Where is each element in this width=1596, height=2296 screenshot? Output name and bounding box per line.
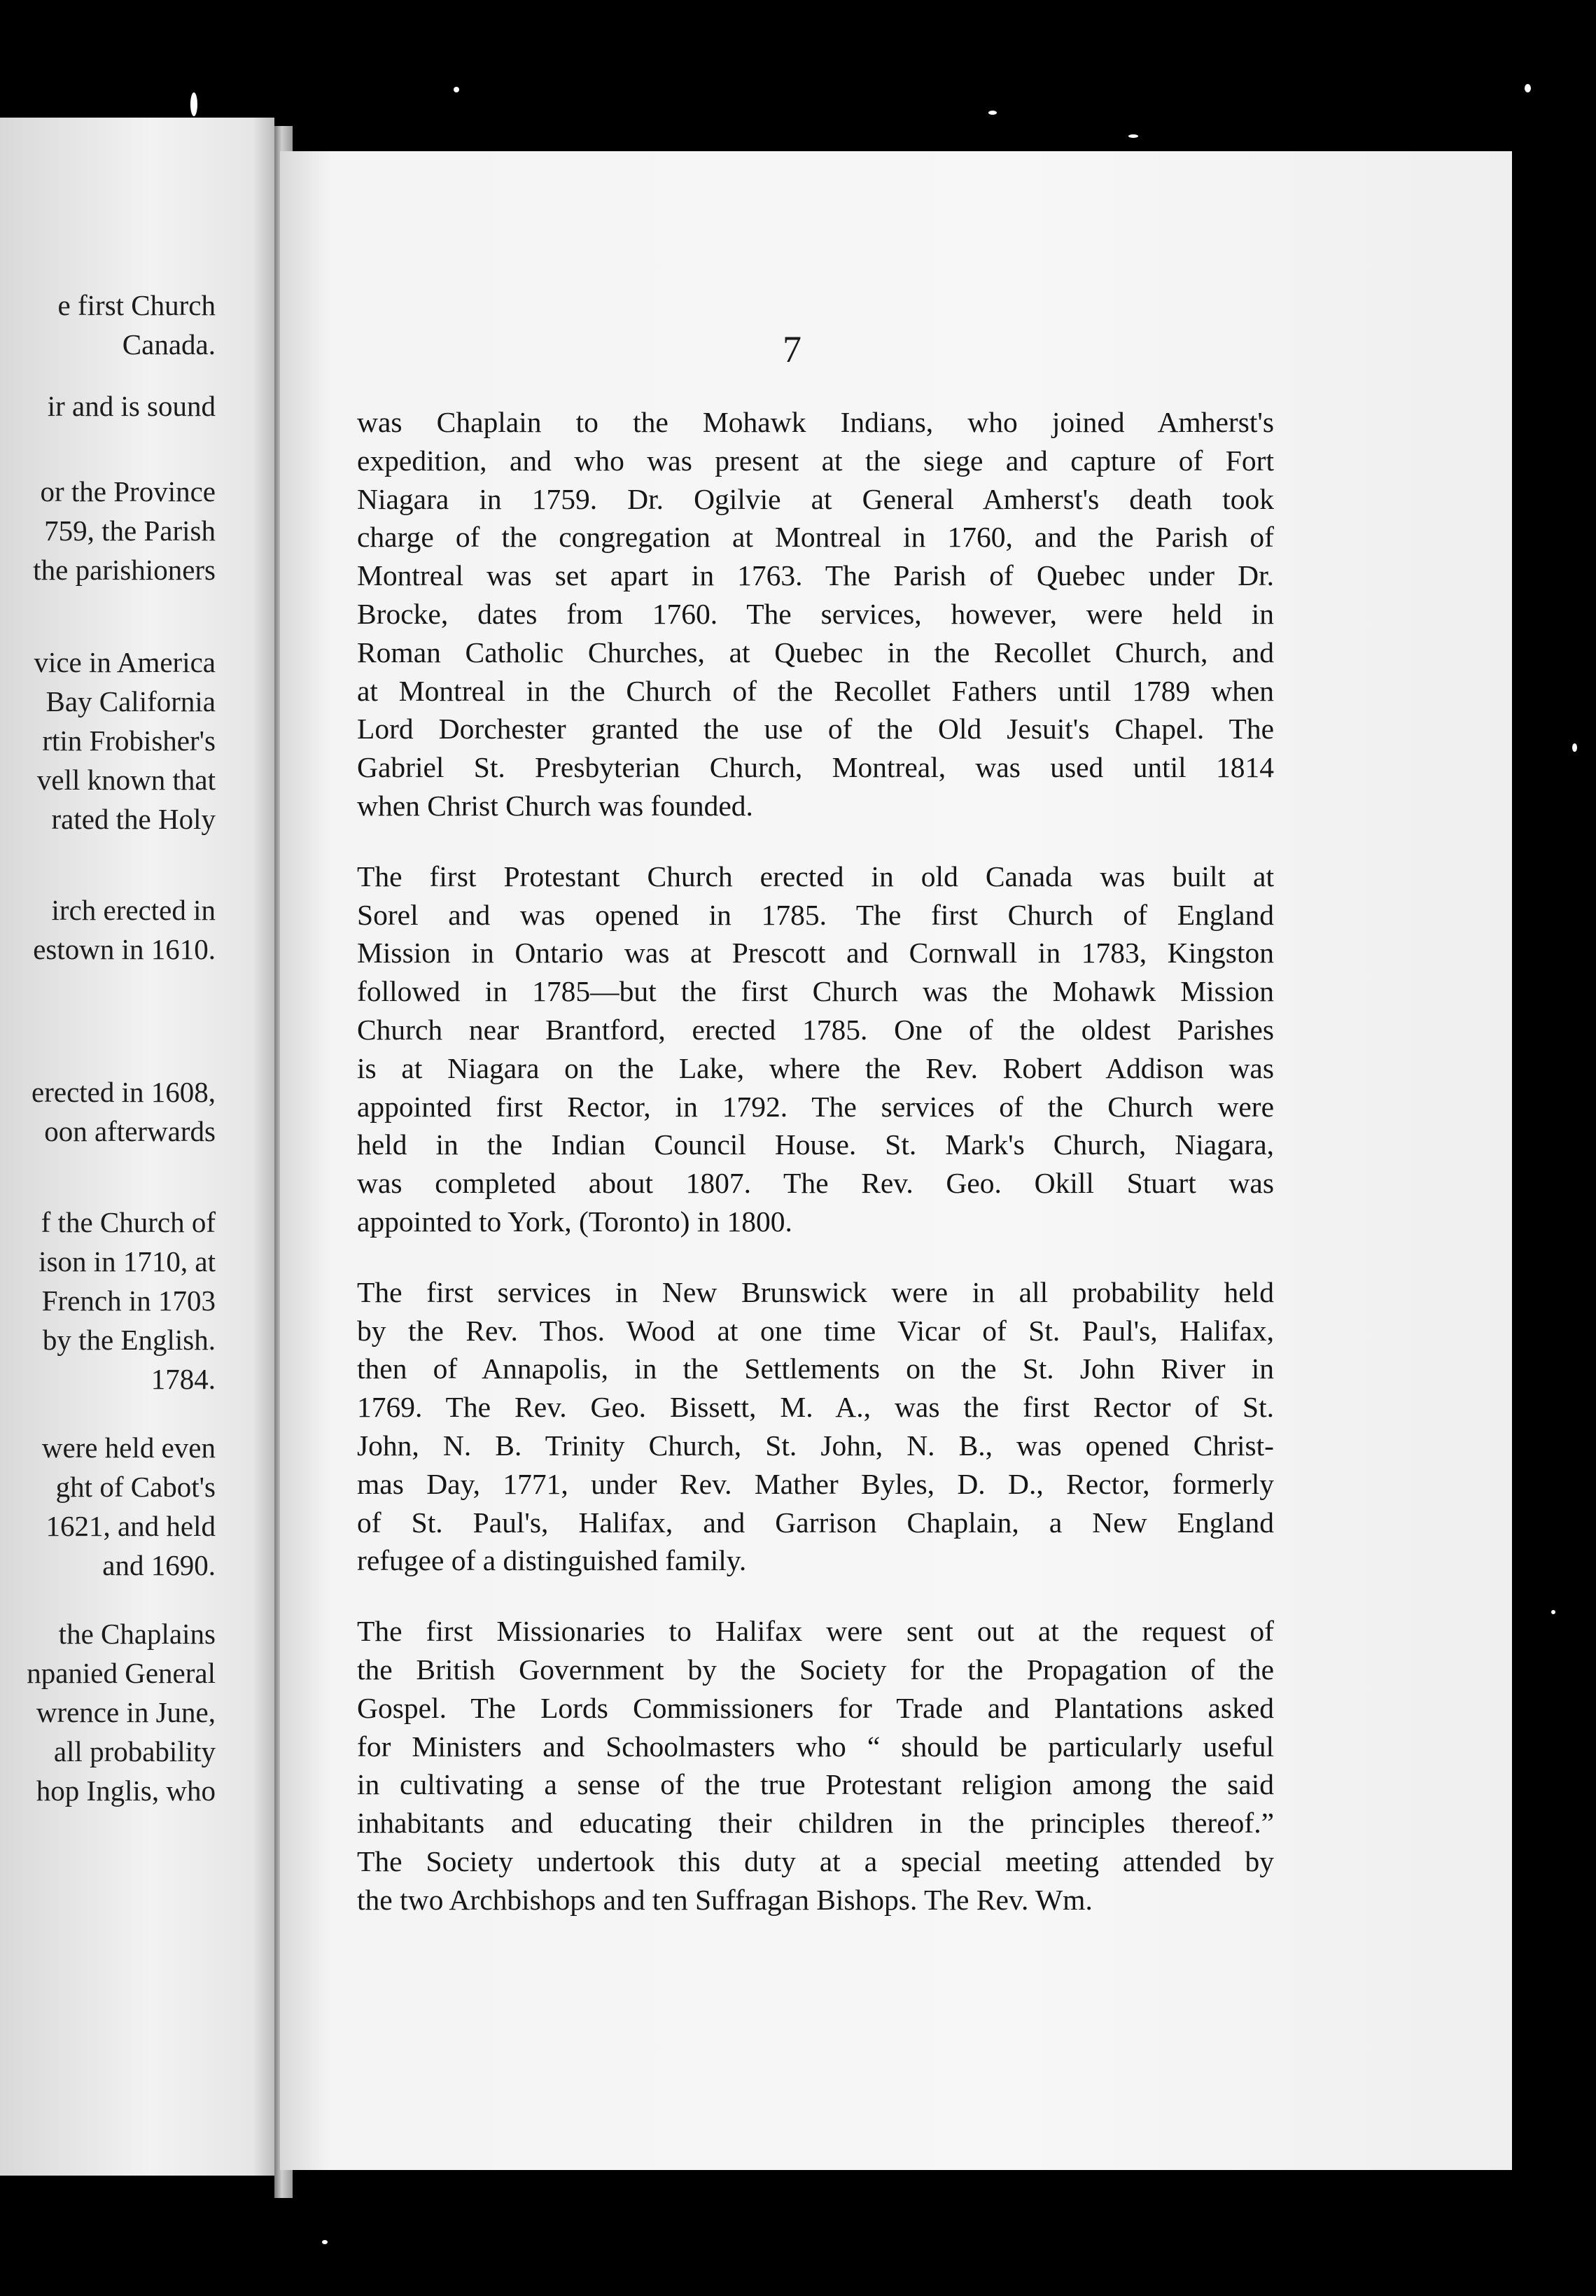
left-page-line: by the English.: [42, 1324, 216, 1356]
text-line: was completed about 1807. The Rev. Geo. Okill Stuart was: [357, 1167, 1274, 1200]
text-line: by the Rev. Thos. Wood at one time Vicar of St. Paul's, Halifax,: [357, 1314, 1274, 1347]
film-speck: [1128, 134, 1138, 138]
film-speck: [1572, 743, 1577, 752]
left-page-line: e first Church: [57, 289, 216, 321]
left-page: [0, 118, 274, 2176]
text-line: in cultivating a sense of the true Protestant religion among the said: [357, 1768, 1274, 1801]
left-page-line: and 1690.: [102, 1549, 216, 1581]
left-page-line: erected in 1608,: [31, 1076, 216, 1108]
film-speck: [988, 111, 997, 115]
text-line: then of Annapolis, in the Settlements on the St. John River in: [357, 1352, 1274, 1385]
left-page-line: wrence in June,: [36, 1696, 216, 1728]
left-page-line: 1784.: [150, 1363, 216, 1395]
paragraph: [357, 1273, 1274, 1580]
film-speck: [190, 92, 197, 116]
left-page-line: rated the Holy: [51, 803, 216, 835]
text-line: Mission in Ontario was at Prescott and Cornwall in 1783, Kingston: [357, 937, 1274, 969]
left-page-line: or the Province: [40, 475, 216, 507]
left-page-line: ir and is sound: [47, 390, 216, 422]
left-page-line: irch erected in: [51, 894, 216, 926]
text-line: John, N. B. Trinity Church, St. John, N. B., was opened Christ-: [357, 1429, 1274, 1462]
left-page-text: [0, 118, 274, 2176]
text-line: at Montreal in the Church of the Recollet Fathers until 1789 when: [357, 674, 1274, 707]
left-page-line: ght of Cabot's: [55, 1471, 216, 1503]
text-line: expedition, and who was present at the siege and capture of Fort: [357, 444, 1274, 477]
paragraph: [357, 858, 1274, 1241]
text-line: Gospel. The Lords Commissioners for Trade and Plantations asked: [357, 1691, 1274, 1724]
text-line: The Society undertook this duty at a special meeting attended by: [357, 1844, 1274, 1877]
text-line: The first Missionaries to Halifax were sent out at the request of: [357, 1615, 1274, 1648]
text-line: appointed to York, (Toronto) in 1800.: [357, 1205, 792, 1238]
left-page-line: 759, the Parish: [44, 514, 216, 547]
text-line: appointed first Rector, in 1792. The services of the Church were: [357, 1090, 1274, 1123]
left-page-line: vice in America: [34, 646, 216, 678]
text-line: Church near Brantford, erected 1785. One of the oldest Parishes: [357, 1013, 1274, 1046]
text-line: the British Government by the Society for the Propagation of the: [357, 1653, 1274, 1686]
page-number: 7: [783, 328, 802, 370]
text-line: Niagara in 1759. Dr. Ogilvie at General Amherst's death took: [357, 482, 1274, 515]
left-page-line: npanied General: [27, 1657, 216, 1689]
text-line: Roman Catholic Churches, at Quebec in the Recollet Church, and: [357, 636, 1274, 668]
text-line: The first Protestant Church erected in old Canada was built at: [357, 860, 1274, 892]
left-page-line: hop Inglis, who: [36, 1774, 216, 1807]
left-page-line: the parishioners: [33, 554, 216, 586]
paragraph: [357, 403, 1274, 825]
left-page-line: Canada.: [122, 328, 216, 360]
text-line: Sorel and was opened in 1785. The first Church of England: [357, 898, 1274, 931]
text-line: the two Archbishops and ten Suffragan Bishops. The Rev. Wm.: [357, 1883, 1093, 1916]
left-page-line: 1621, and held: [46, 1510, 216, 1542]
left-page-line: f the Church of: [41, 1206, 216, 1238]
left-page-line: were held even: [41, 1432, 216, 1464]
film-speck: [1525, 84, 1531, 92]
text-line: refugee of a distinguished family.: [357, 1544, 747, 1577]
text-line: Gabriel St. Presbyterian Church, Montreal, was used until 1814: [357, 751, 1274, 784]
left-page-line: ison in 1710, at: [38, 1245, 216, 1278]
left-page-line: vell known that: [36, 764, 216, 796]
text-line: for Ministers and Schoolmasters who “ should be particularly useful: [357, 1730, 1274, 1763]
text-line: held in the Indian Council House. St. Mark's Church, Niagara,: [357, 1128, 1274, 1161]
text-line: inhabitants and educating their children in the principles thereof.”: [357, 1807, 1274, 1840]
left-page-line: estown in 1610.: [33, 933, 216, 965]
page-body-text: [357, 403, 1274, 1919]
text-line: was Chaplain to the Mohawk Indians, who joined Amherst's: [357, 406, 1274, 438]
text-line: 1769. The Rev. Geo. Bissett, M. A., was the first Rector of St.: [357, 1391, 1274, 1424]
film-speck: [454, 87, 459, 92]
text-line: mas Day, 1771, under Rev. Mather Byles, D. D., Rector, formerly: [357, 1467, 1274, 1500]
text-line: The first services in New Brunswick were in all probability held: [357, 1275, 1274, 1308]
film-speck: [322, 2240, 328, 2244]
left-page-line: Bay California: [46, 685, 216, 718]
left-page-line: French in 1703: [41, 1284, 216, 1317]
left-page-line: all probability: [53, 1735, 216, 1768]
text-line: Lord Dorchester granted the use of the Old Jesuit's Chapel. The: [357, 713, 1274, 746]
left-page-line: the Chaplains: [58, 1618, 216, 1650]
text-line: charge of the congregation at Montreal in 1760, and the Parish of: [357, 521, 1274, 554]
text-line: when Christ Church was founded.: [357, 789, 753, 822]
text-line: is at Niagara on the Lake, where the Rev. Robert Addison was: [357, 1051, 1274, 1084]
text-line: of St. Paul's, Halifax, and Garrison Chaplain, a New England: [357, 1506, 1274, 1539]
text-line: Montreal was set apart in 1763. The Parish of Quebec under Dr.: [357, 559, 1274, 592]
left-page-line: oon afterwards: [44, 1115, 216, 1147]
text-line: Brocke, dates from 1760. The services, however, were held in: [357, 597, 1274, 630]
left-page-line: rtin Frobisher's: [42, 724, 216, 757]
film-speck: [1551, 1610, 1555, 1614]
paragraph: [357, 1612, 1274, 1919]
text-line: followed in 1785—but the first Church was the Mohawk Mission: [357, 975, 1274, 1008]
